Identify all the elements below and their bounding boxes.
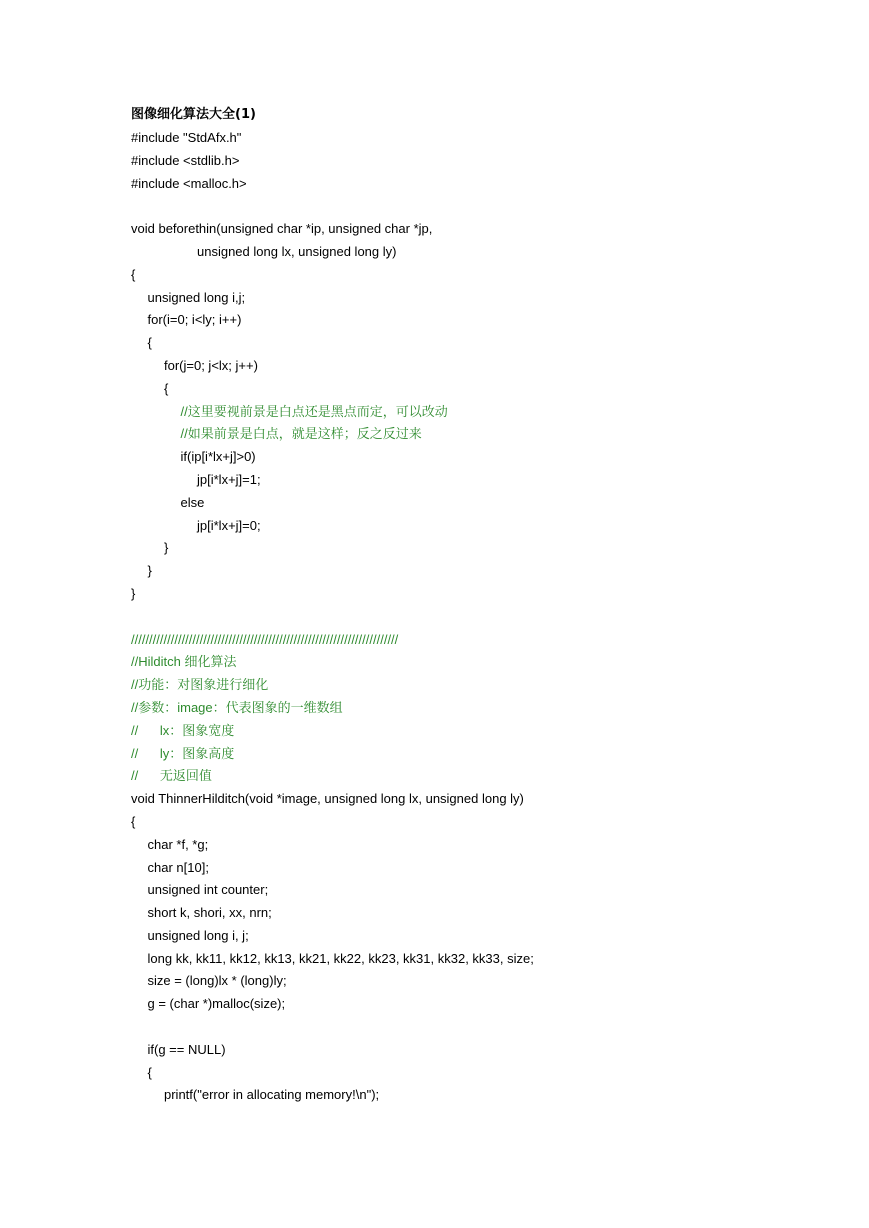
code-line: void beforethin(unsigned char *ip, unsigned char *jp, [131,221,433,237]
document-title: 图像细化算法大全(1) [131,107,256,122]
code-comment-line: //Hilditch 细化算法 [131,654,237,670]
code-line: unsigned int counter; [147,882,269,898]
code-comment-line: // lx：图象宽度 [131,722,235,738]
code-comment-line: //如果前景是白点，就是这样；反之反过来 [180,426,422,442]
code-line: if(ip[i*lx+j]>0) [180,449,256,465]
code-line: void ThinnerHilditch(void *image, unsigned long lx, unsigned long ly) [131,791,524,807]
code-comment-line: // 无返回值 [131,768,212,784]
code-line: unsigned long lx, unsigned long ly) [197,243,397,259]
code-line: jp[i*lx+j]=1; [197,471,261,487]
code-comment-line: //功能：对图象进行细化 [131,677,269,693]
code-line: #include <stdlib.h> [131,152,240,168]
code-line: printf("error in allocating memory!\n"); [164,1087,380,1103]
code-line: for(i=0; i<ly; i++) [147,312,242,328]
code-line: size = (long)lx * (long)ly; [147,973,287,989]
code-line: char *f, *g; [147,836,209,852]
code-line: if(g == NULL) [147,1041,226,1057]
code-comment-line: // ly：图象高度 [131,745,235,761]
code-comment-line: //这里要视前景是白点还是黑点而定，可以改动 [180,403,448,419]
code-line [131,609,831,632]
code-line: } [131,585,136,601]
code-line: } [147,563,152,579]
code-line: { [164,380,169,396]
code-comment-line: //参数：image：代表图象的一维数组 [131,699,343,715]
code-line: { [131,266,136,282]
code-line: unsigned long i,j; [147,289,246,305]
code-line: #include <malloc.h> [131,175,247,191]
code-line: jp[i*lx+j]=0; [197,517,261,533]
code-line: { [147,1064,152,1080]
code-line: else [180,494,205,510]
code-line [131,198,831,221]
code-line: #include "StdAfx.h" [131,130,242,145]
code-line [131,1019,831,1042]
code-line: } [164,540,169,556]
code-line: { [131,813,136,829]
code-block [131,130,831,1110]
code-line: for(j=0; j<lx; j++) [164,357,258,373]
code-comment-line: ////////////////////////////////////////////////////////////////////////// [131,631,399,647]
code-line: g = (char *)malloc(size); [147,996,286,1012]
code-line: short k, shori, xx, nrn; [147,905,272,921]
code-line: unsigned long i, j; [147,927,249,943]
code-line: char n[10]; [147,859,209,875]
code-line: { [147,335,152,351]
code-line: long kk, kk11, kk12, kk13, kk21, kk22, kk23, kk31, kk32, kk33, size; [147,950,534,966]
